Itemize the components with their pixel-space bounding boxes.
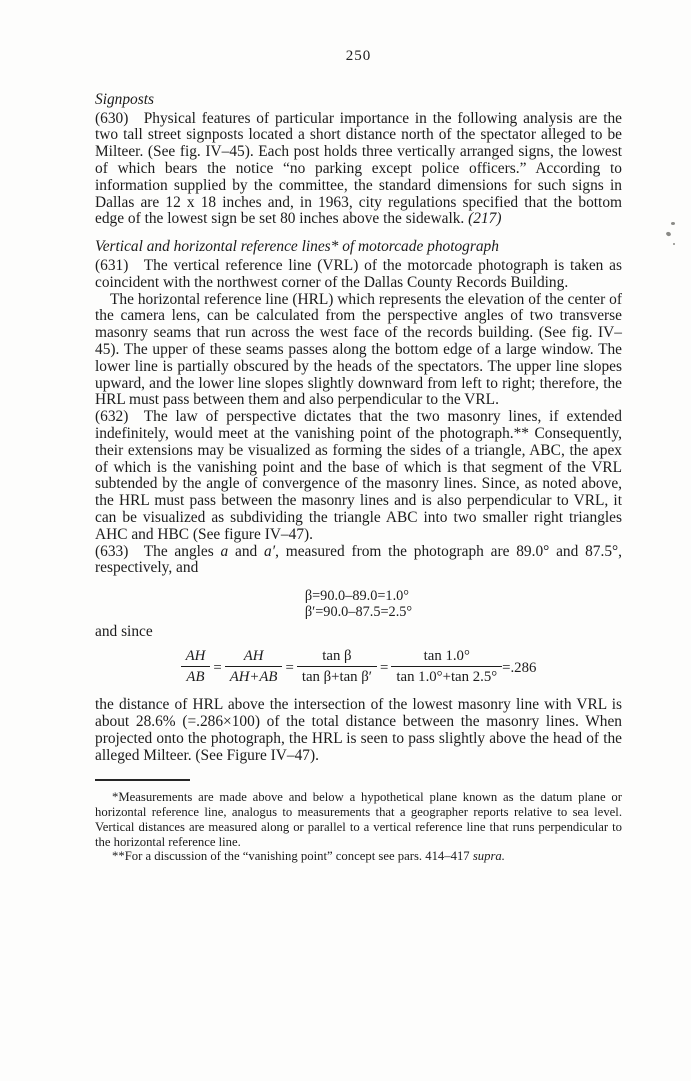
fraction-ah-ahab: $\frac{AH}{AH+AB}$ xyxy=(225,649,283,685)
footnote-divider xyxy=(95,779,190,781)
heading-signposts: Signposts xyxy=(95,90,155,108)
print-smudge xyxy=(671,222,675,225)
equals-sign: = xyxy=(213,660,222,677)
fraction-tan-values: $\frac{\tan 1.0^\circ}{\tan 1.0^\circ+\tan 2.5^\circ}$ xyxy=(391,649,502,685)
footnote-2-supra: supra. xyxy=(472,849,505,864)
formula-result: =.286 xyxy=(502,660,537,677)
footnote-1: *Measurements are made above and below a hypothetical plane known as the datum plane or horizontal reference line, analogus to measurements that a geographer reports relative to sea level. Vertical distances are measured along or parallel to a vertical reference line that runs perpendicular to the horizontal reference line. xyxy=(95,790,622,849)
equals-sign: = xyxy=(285,660,294,677)
footnotes xyxy=(95,790,622,864)
paragraph-633: (633) The angles a and a′, measured from the photograph are 89.0° and 87.5°, respectively, and xyxy=(95,542,623,577)
beta-equation-1: β=90.0–89.0=1.0° xyxy=(304,588,410,605)
paragraph-630 xyxy=(95,111,622,229)
paragraph-631b: The horizontal reference line (HRL) which represents the elevation of the center of the camera lens, can be calculated from the perspective angles of two transverse masonry seams that run across the west face of the records building. (See fig. IV–45). The upper of these seams passes along the bottom edge of a large window. The lower line is partially obscured by the heads of the spectators. The upper line slopes upward, and the lower line slopes slightly downward from left to right; therefore, the HRL must pass between them and also perpendicular to the VRL. xyxy=(95,290,622,409)
paragraph-630-citation: (217) xyxy=(468,210,502,228)
fraction-ah-ab: $\frac{AH}{AB}$ xyxy=(181,649,211,685)
footnote-2: **For a discussion of the “vanishing point” concept see pars. 414–417 supra. xyxy=(112,849,505,864)
and-since-text: and since xyxy=(95,622,153,640)
angle-symbol-a: a xyxy=(220,542,229,560)
equals-sign: = xyxy=(380,660,389,677)
beta-equation-2: β′=90.0–87.5=2.5° xyxy=(304,604,413,621)
paragraph-631a: (631) The vertical reference line (VRL) of the motorcade photograph is taken as coincident with the northwest corner of the Dallas County Records Building. xyxy=(95,256,622,291)
print-smudge xyxy=(673,243,675,245)
heading-reference-lines: Vertical and horizontal reference lines* of motorcade photograph xyxy=(95,238,499,256)
beta-equations xyxy=(95,588,622,621)
ratio-formula xyxy=(95,648,622,685)
page-content xyxy=(95,48,622,864)
page-number: 250 xyxy=(345,48,372,64)
print-smudge xyxy=(665,231,671,237)
paragraph-conclusion: the distance of HRL above the intersection of the lowest masonry line with VRL is about 28.6% (=.286×100) of the total distance between the masonry lines. When projected onto the photograph, the HRL is seen to pass slightly above the head of the alleged Milteer. (See Figure IV–47). xyxy=(95,696,622,764)
paragraph-630-text: (630) Physical features of particular importance in the following analysis are the two tall street signposts located a short distance north of the spectator alleged to be Milteer. (See fig. IV–45). Each post holds three vertically arranged signs, the lowest of which bears the notice “no parking except police officers.” According to information supplied by the committee, the standard dimensions for such signs in Dallas are 12 x 18 inches and, in 1963, city regulations specified that the bottom edge of the lowest sign be set 80 inches above the sidewalk. xyxy=(95,109,622,228)
angle-symbol-a-prime: a′ xyxy=(264,542,276,560)
fraction-tan-beta: $\frac{\text{tan β}}{\text{tan β+tan β′}}$ xyxy=(297,649,377,685)
paragraph-632: (632) The law of perspective dictates that the two masonry lines, if extended indefinitely, would meet at the vanishing point of the photograph.** Consequently, their extensions may be visualized as forming the sides of a triangle, ABC, the apex of which is the vanishing point and the base of which is that segment of the VRL subtended by the angle of convergence of the masonry lines. Since, as noted above, the HRL must pass between the masonry lines and is also perpendicular to VRL, it can be visualized as subdividing the triangle ABC into two smaller right triangles AHC and HBC (See figure IV–47). xyxy=(95,408,622,543)
